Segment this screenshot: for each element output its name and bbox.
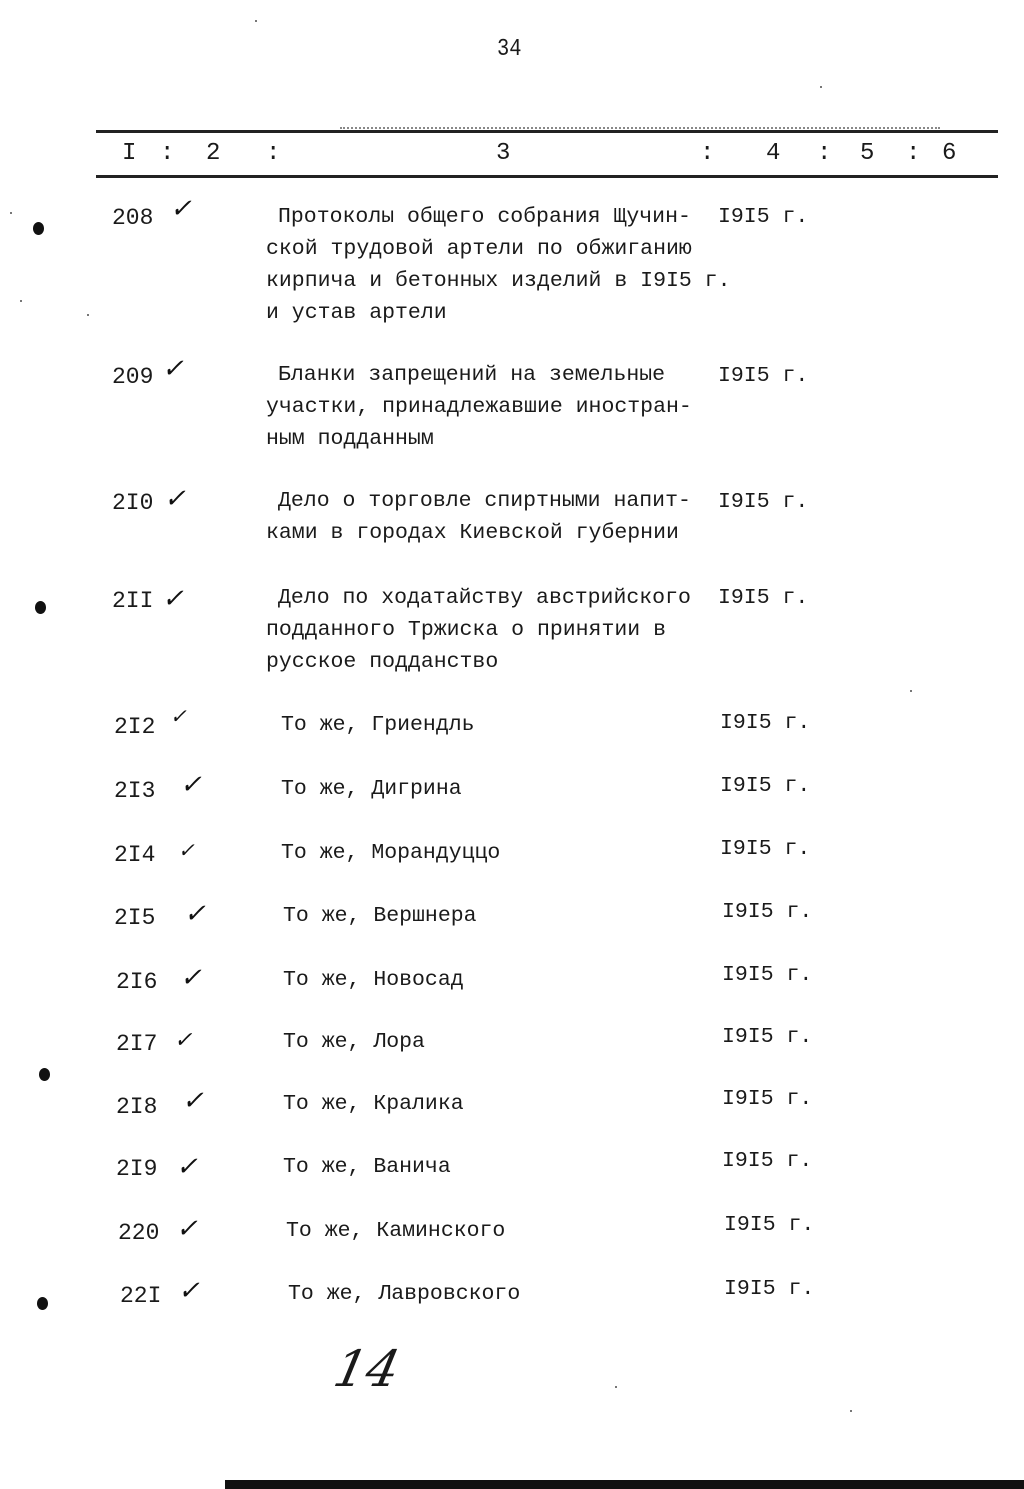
column-header-2: 2 <box>206 140 221 167</box>
scan-speck <box>20 300 22 302</box>
scan-speck <box>255 20 257 22</box>
item-number: 2I4 <box>114 842 156 868</box>
punch-hole-mark <box>33 222 44 235</box>
item-date: I9I5 г. <box>722 900 813 924</box>
scan-speck <box>910 690 912 692</box>
item-date: I9I5 г. <box>720 837 811 861</box>
check-mark-icon: ✓ <box>178 1276 200 1306</box>
check-mark-icon: ✓ <box>162 584 184 614</box>
check-mark-icon: ✓ <box>176 1214 198 1244</box>
item-number: 2I3 <box>114 778 156 804</box>
scan-speck <box>850 1410 852 1412</box>
item-title-line: То же, Гриендль <box>281 713 475 737</box>
column-separator: : <box>817 140 832 167</box>
item-title-line: ным подданным <box>266 427 434 451</box>
item-number: 2I0 <box>112 490 154 516</box>
column-separator: : <box>266 140 281 167</box>
item-title-line: То же, Ванича <box>283 1155 451 1179</box>
item-title-line: Дело по ходатайству австрийского <box>278 586 691 610</box>
header-dotted-rule <box>340 127 940 129</box>
item-number: 220 <box>118 1220 160 1246</box>
check-mark-icon: ✓ <box>180 770 202 800</box>
item-date: I9I5 г. <box>724 1277 815 1301</box>
scan-speck <box>10 212 12 214</box>
scan-speck <box>87 314 89 316</box>
item-title-line: То же, Лавровского <box>288 1282 521 1306</box>
check-mark-icon: ✓ <box>174 1028 193 1053</box>
item-title-line: Протоколы общего собрания Щучин- <box>278 205 691 229</box>
check-mark-icon: ✓ <box>164 484 186 514</box>
column-header-6: 6 <box>942 140 957 167</box>
scan-bottom-edge <box>225 1480 1024 1489</box>
item-title-line: и устав артели <box>266 301 447 325</box>
item-title-line: участки, принадлежавшие иностран- <box>266 395 692 419</box>
item-title-line: То же, Каминского <box>286 1219 506 1243</box>
check-mark-icon: ✓ <box>182 1086 204 1116</box>
column-header-1: I <box>122 140 137 167</box>
item-number: 22I <box>120 1283 162 1309</box>
item-number: 2I8 <box>116 1094 158 1120</box>
check-mark-icon: ✓ <box>176 1152 198 1182</box>
item-title-line: То же, Лора <box>283 1030 425 1054</box>
item-number: 2I5 <box>114 905 156 931</box>
item-title-line: русское подданство <box>266 650 499 674</box>
column-header-4: 4 <box>766 140 781 167</box>
check-mark-icon: ✓ <box>180 963 202 993</box>
item-number: 2I9 <box>116 1156 158 1182</box>
check-mark-icon: ✓ <box>178 838 195 862</box>
item-title-line: ками в городах Киевской губернии <box>266 521 679 545</box>
item-date: I9I5 г. <box>718 364 809 388</box>
check-mark-icon: ✓ <box>184 899 206 929</box>
column-separator: : <box>700 140 715 167</box>
item-title-line: То же, Вершнера <box>283 904 477 928</box>
item-number: 208 <box>112 205 154 231</box>
punch-hole-mark <box>37 1297 48 1310</box>
item-date: I9I5 г. <box>718 205 809 229</box>
item-title-line: То же, Морандуццо <box>281 841 501 865</box>
item-date: I9I5 г. <box>724 1213 815 1237</box>
column-separator: : <box>160 140 175 167</box>
punch-hole-mark <box>39 1068 50 1081</box>
item-date: I9I5 г. <box>718 490 809 514</box>
item-title-line: Дело о торговле спиртными напит- <box>278 489 691 513</box>
punch-hole-mark <box>35 601 46 614</box>
item-date: I9I5 г. <box>718 586 809 610</box>
scan-speck <box>615 1386 617 1388</box>
check-mark-icon: ✓ <box>162 354 184 384</box>
item-number: 2I6 <box>116 969 158 995</box>
item-title-line: ской трудовой артели по обжиганию <box>266 237 692 261</box>
item-number: 2I2 <box>114 714 156 740</box>
column-header-5: 5 <box>860 140 875 167</box>
scan-speck <box>820 86 822 88</box>
handwritten-folio-number: 14 <box>328 1340 405 1398</box>
header-top-rule <box>96 130 998 133</box>
item-date: I9I5 г. <box>720 711 811 735</box>
header-bottom-rule <box>96 175 998 178</box>
item-date: I9I5 г. <box>722 1149 813 1173</box>
item-title-line: кирпича и бетонных изделий в I9I5 г. <box>266 269 731 293</box>
item-number: 2II <box>112 588 154 614</box>
item-title-line: подданного Тржиска о принятии в <box>266 618 666 642</box>
item-title-line: То же, Дигрина <box>281 777 462 801</box>
check-mark-icon: ✓ <box>170 194 192 224</box>
item-title-line: Бланки запрещений на земельные <box>278 363 666 387</box>
check-mark-icon: ✓ <box>170 704 187 728</box>
item-title-line: То же, Кралика <box>283 1092 464 1116</box>
item-date: I9I5 г. <box>722 1087 813 1111</box>
page-number: 34 <box>497 36 522 63</box>
column-separator: : <box>906 140 921 167</box>
item-title-line: То же, Новосад <box>283 968 464 992</box>
item-number: 209 <box>112 364 154 390</box>
item-date: I9I5 г. <box>722 1025 813 1049</box>
item-date: I9I5 г. <box>720 774 811 798</box>
item-date: I9I5 г. <box>722 963 813 987</box>
column-header-3: 3 <box>496 140 511 167</box>
item-number: 2I7 <box>116 1031 158 1057</box>
